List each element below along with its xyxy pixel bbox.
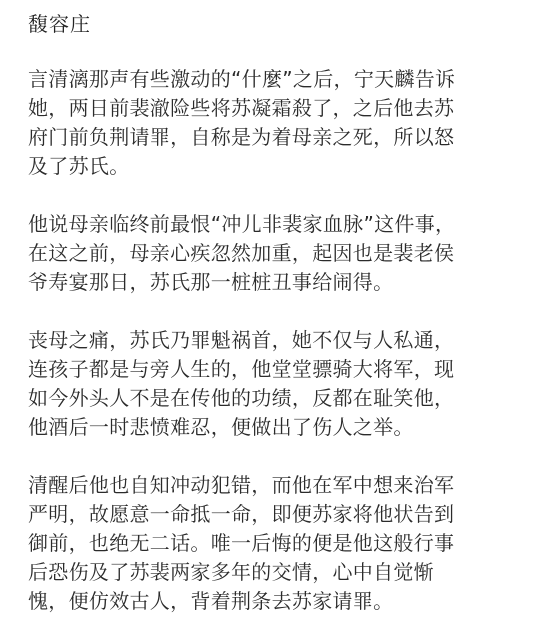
paragraph-1: [28, 65, 532, 181]
paragraph-line: 如今外头人不是在传他的功绩，反都在耻笑他，: [28, 386, 455, 410]
paragraph-line: 清醒后他也自知冲动犯错，而他在军中想来治军: [28, 473, 455, 497]
paragraph-2: [28, 210, 532, 297]
paragraph-line: 爷寿宴那日，苏氏那一桩桩丑事给闹得。: [28, 270, 394, 294]
paragraph-3: [28, 326, 532, 442]
chapter-title: 馥容庄: [28, 12, 91, 36]
paragraph-line: 言清漓那声有些激动的“什麼”之后，宁天麟告诉: [28, 67, 456, 91]
paragraph-line: 后恐伤及了苏裴两家多年的交情，心中自觉惭: [28, 560, 434, 584]
paragraph-line: 府门前负荆请罪，自称是为着母亲之死，所以怒: [28, 125, 455, 149]
paragraph-line: 严明，故愿意一命抵一命，即便苏家将他状告到: [28, 502, 455, 526]
paragraph-line: 愧，便仿效古人，背着荆条去苏家请罪。: [28, 589, 394, 613]
paragraph-line: 连孩子都是与旁人生的，他堂堂骠骑大将军，现: [28, 357, 455, 381]
paragraph-line: 她，两日前裴澈险些将苏凝霜殺了，之后他去苏: [28, 96, 455, 120]
paragraph-line: 御前，也绝无二话。唯一后悔的便是他这般行事: [28, 531, 455, 555]
paragraph-line: 他酒后一时悲愤难忍，便做出了伤人之举。: [28, 415, 414, 439]
paragraph-line: 丧母之痛，苏氏乃罪魁祸首，她不仅与人私通，: [28, 328, 455, 352]
paragraph-line: 及了苏氏。: [28, 154, 130, 178]
paragraph-4: [28, 471, 532, 616]
paragraph-line: 在这之前，母亲心疾忽然加重，起因也是裴老侯: [28, 241, 455, 265]
paragraph-line: 他说母亲临终前最恨“冲儿非裴家血脉”这件事，: [28, 212, 456, 236]
